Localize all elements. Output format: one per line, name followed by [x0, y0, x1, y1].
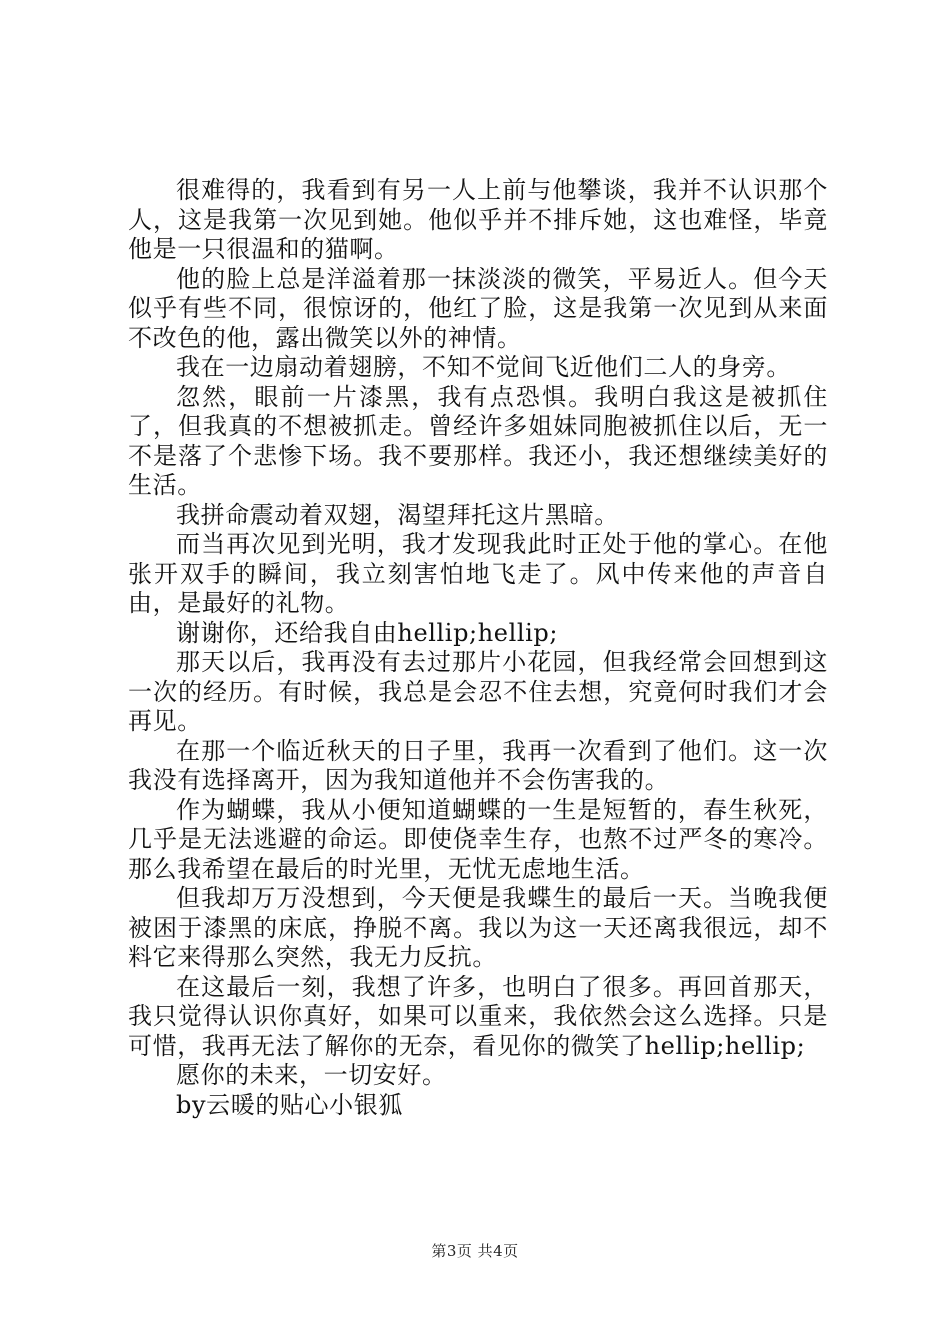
paragraph-5: 我拼命震动着双翅，渴望拜托这片黑暗。 [176, 500, 619, 529]
paragraph-14: by云暖的贴心小银狐 [176, 1090, 403, 1119]
paragraph-10: 作为蝴蝶，我从小便知道蝴蝶的一生是短暂的，春生秋死，几乎是无法逃避的命运。即使侥幸生存，也熬不过严冬的寒冷。那么我希望在最后的时光里，无忧无虑地生活。 [128, 795, 828, 883]
paragraph-4: 忽然，眼前一片漆黑，我有点恐惧。我明白我这是被抓住了，但我真的不想被抓走。曾经许多姐妹同胞被抓住以后，无一不是落了个悲惨下场。我不要那样。我还小，我还想继续美好的生活。 [128, 382, 828, 499]
paragraph-2: 他的脸上总是洋溢着那一抹淡淡的微笑，平易近人。但今天似乎有些不同，很惊讶的，他红了脸，这是我第一次见到从来面不改色的他，露出微笑以外的神情。 [128, 264, 828, 352]
paragraph-7: 谢谢你，还给我自由hellip;hellip; [176, 618, 559, 647]
paragraph-6: 而当再次见到光明，我才发现我此时正处于他的掌心。在他张开双手的瞬间，我立刻害怕地飞走了。风中传来他的声音自由，是最好的礼物。 [128, 530, 828, 617]
page-footer: 第3页 共4页 [431, 1242, 519, 1260]
document-body [128, 176, 828, 1120]
paragraph-12: 在这最后一刻，我想了许多，也明白了很多。再回首那天，我只觉得认识你真好，如果可以重来，我依然会这么选择。只是可惜，我再无法了解你的无奈，看见你的微笑了hellip;hellip; [128, 972, 828, 1060]
paragraph-13: 愿你的未来，一切安好。 [176, 1061, 447, 1089]
paragraph-1: 很难得的，我看到有另一人上前与他攀谈，我并不认识那个人，这是我第一次见到她。他似乎并不排斥她，这也难怪，毕竟他是一只很温和的猫啊。 [128, 176, 828, 263]
paragraph-11: 但我却万万没想到，今天便是我蝶生的最后一天。当晚我便被困于漆黑的床底，挣脱不离。我以为这一天还离我很远，却不料它来得那么突然，我无力反抗。 [128, 884, 828, 971]
paragraph-8: 那天以后，我再没有去过那片小花园，但我经常会回想到这一次的经历。有时候，我总是会忍不住去想，究竟何时我们才会再见。 [128, 648, 828, 735]
paragraph-3: 我在一边扇动着翅膀，不知不觉间飞近他们二人的身旁。 [176, 353, 791, 381]
paragraph-9: 在那一个临近秋天的日子里，我再一次看到了他们。这一次我没有选择离开，因为我知道他并不会伤害我的。 [128, 736, 828, 794]
